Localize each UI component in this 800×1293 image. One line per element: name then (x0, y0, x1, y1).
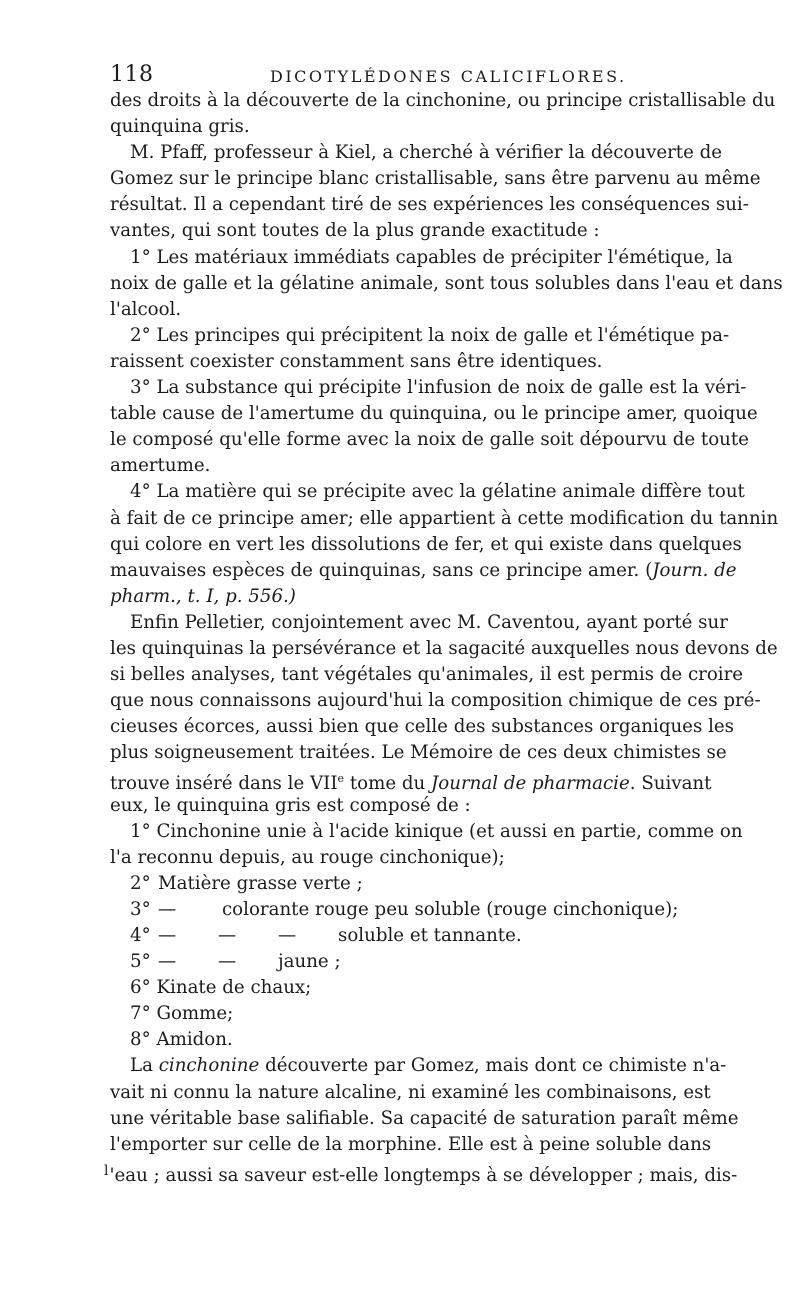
text-line: noix de galle et la gélatine animale, sont tous solubles dans l'eau et dans (110, 272, 783, 294)
text-line: les quinquinas la persévérance et la sagacité auxquelles nous devons de (110, 637, 778, 659)
text-segment: tome du (344, 773, 432, 795)
text-line: cieuses écorces, aussi bien que celle des substances organiques les (110, 716, 734, 738)
text-line: 1° Les matériaux immédiats capables de précipiter l'émétique, la (130, 246, 733, 268)
text-line: si belles analyses, tant végétales qu'animales, il est permis de croire (110, 664, 744, 686)
composition-item: 4° — — — soluble et tannante. (130, 925, 522, 946)
running-title: DICOTYLÉDONES CALICIFLORES. (270, 67, 627, 86)
composition-item: 5° — — jaune ; (130, 951, 341, 973)
page-body (104, 88, 783, 1186)
text-line: amertume. (110, 455, 211, 477)
composition-item: 2° Matière grasse verte ; (130, 872, 363, 894)
composition-item: 3° — colorante rouge peu soluble (rouge cinchonique); (130, 898, 679, 920)
journal-reference: Journ. de (652, 559, 737, 581)
stray-fragment: l (104, 1162, 109, 1179)
text-line: 1° Cinchonine unie à l'acide kinique (et aussi en partie, comme on (130, 820, 743, 842)
text-line: qui colore en vert les dissolutions de fer, et qui existe dans quelques (110, 533, 742, 555)
text-line: $^l$'eau ; aussi sa saveur est-elle longtemps à se développer ; mais, dis- (104, 1162, 738, 1186)
composition-item: 6° Kinate de chaux; (130, 977, 312, 999)
page-number: 118 (110, 62, 154, 87)
text-segment: trouve inséré dans le VII (110, 773, 338, 795)
text-line: raissent coexister constamment sans être identiques. (110, 350, 603, 372)
text-line: 4° La matière qui se précipite avec la gélatine animale diffère tout (130, 481, 745, 503)
text-line: 2° Les principes qui précipitent la noix de galle et l'émétique pa- (130, 324, 730, 346)
composition-item: 8° Amidon. (130, 1029, 233, 1051)
text-segment: pharm., t. I, p. 556.) (110, 585, 296, 607)
composition-item: 7° Gomme; (130, 1003, 234, 1025)
text-line (110, 766, 712, 795)
text-line: des droits à la découverte de la cinchonine, ou principe cristallisable du (110, 90, 776, 111)
text-segment: . Suivant (629, 773, 712, 795)
text-line: 3° La substance qui précipite l'infusion de noix de galle est la véri- (130, 377, 747, 399)
text-line: résultat. Il a cependant tiré de ses expériences les conséquences sui- (110, 194, 749, 216)
text-line: vantes, qui sont toutes de la plus grande exactitude : (110, 220, 600, 242)
text-line: le composé qu'elle forme avec la noix de galle soit dépourvu de toute (110, 429, 749, 451)
text-line: table cause de l'amertume du quinquina, ou le principe amer, quoique (110, 403, 758, 425)
text-line: l'emporter sur celle de la morphine. Elle est à peine soluble dans (110, 1133, 712, 1155)
superscript: e (337, 772, 345, 786)
text-line: eux, le quinquina gris est composé de : (110, 794, 471, 816)
text-line: que nous connaissons aujourd'hui la composition chimique de ces pré- (110, 690, 761, 712)
text-line: Gomez sur le principe blanc cristallisable, sans être parvenu au même (110, 168, 761, 190)
emphasized-term: cinchonine (158, 1055, 260, 1077)
text-line: Enfin Pelletier, conjointement avec M. Caventou, ayant porté sur (130, 611, 728, 633)
text-line: plus soigneusement traitées. Le Mémoire de ces deux chimistes se (110, 742, 727, 764)
text-line (110, 558, 737, 584)
text-line (110, 584, 708, 610)
text-line: M. Pfaff, professeur à Kiel, a cherché à vérifier la découverte de (130, 142, 723, 164)
text-line: l'alcool. (110, 298, 182, 320)
text-line: La cinchonine découverte par Gomez, mais dont ce chimiste n'a- (130, 1055, 727, 1077)
text-segment: mauvaises espèces de quinquinas, sans ce principe amer. ( (110, 559, 653, 581)
text-line: à fait de ce principe amer; elle appartient à cette modification du tannin (110, 507, 779, 529)
text-line: quinquina gris. (110, 116, 250, 138)
text-line: l'a reconnu depuis, au rouge cinchonique); (110, 846, 505, 868)
text-line: vait ni connu la nature alcaline, ni examiné les combinaisons, est (110, 1081, 711, 1103)
text-line: une véritable base salifiable. Sa capacité de saturation paraît même (110, 1107, 739, 1129)
journal-title: Journal de pharmacie (431, 773, 630, 795)
